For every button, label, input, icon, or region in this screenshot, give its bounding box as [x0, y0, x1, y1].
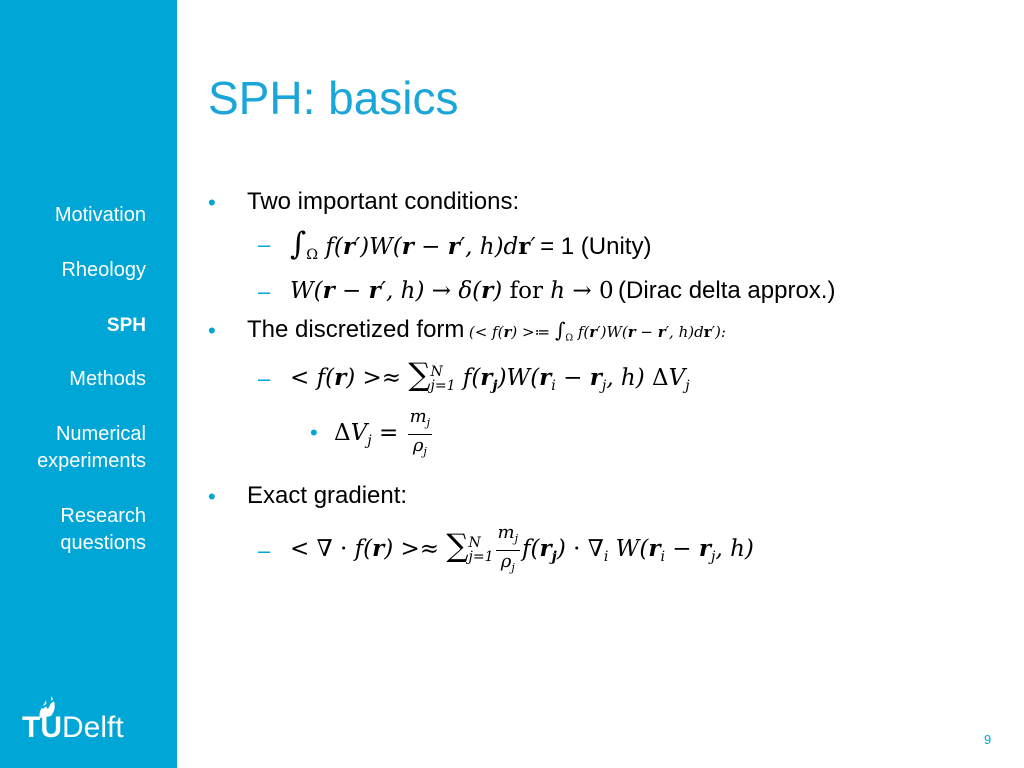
- nav-item-numerical-experiments[interactable]: Numerical experiments: [37, 423, 146, 472]
- nav-item-research-questions[interactable]: Research questions: [60, 505, 146, 554]
- bullet-discretized-form: The discretized form (< f(r) >≔ $\int_\Omega$ f(r′)W(r − r′, h)dr′):: [247, 316, 726, 344]
- dash-marker: –: [258, 366, 271, 391]
- formula-unity: $\int_\Omega$ f(r′)W(r − r′, h)dr′ = 1 (Unity): [290, 226, 652, 263]
- bullet-marker: •: [310, 420, 318, 445]
- sidebar: [0, 0, 177, 768]
- nav-item-methods[interactable]: Methods: [69, 368, 146, 390]
- bullet-marker: •: [208, 318, 216, 343]
- tu-delft-logo: [22, 694, 152, 746]
- dash-marker: –: [258, 232, 271, 257]
- nav-item-rheology[interactable]: Rheology: [61, 259, 146, 281]
- bullet-marker: •: [208, 190, 216, 215]
- dash-marker: –: [258, 279, 271, 304]
- nav-item-sph[interactable]: SPH: [106, 315, 146, 336]
- page-number: 9: [984, 732, 992, 747]
- formula-dirac: W(r − r′, h) → δ(r) for h → 0 (Dirac delta approx.): [290, 277, 836, 304]
- formula-gradient: < ∇ · f(r) >≈ ∑ N j=1 $\frac{m_j}{\rho_j}$ $f(r_j) \cdot \nabla_i$ $W(r_i - r_j$, h): [290, 522, 754, 574]
- nav-item-motivation[interactable]: Motivation: [54, 204, 146, 226]
- page-title: SPH: basics: [208, 72, 459, 124]
- bullet-exact-gradient: Exact gradient:: [247, 482, 408, 509]
- logo-wordmark: TUDelft: [22, 711, 124, 744]
- formula-discrete-sum: < f(r) >≈ ∑ N j=1 $f(r_j)W(r_i - r_j$, h) $\Delta V_j$: [290, 357, 690, 394]
- bullet-marker: •: [208, 484, 216, 509]
- dash-marker: –: [258, 538, 271, 563]
- bullet-two-conditions: Two important conditions:: [247, 188, 520, 215]
- formula-delta-v: $\Delta V_j$ = $\frac{m_j}{\rho_j}$: [334, 406, 431, 458]
